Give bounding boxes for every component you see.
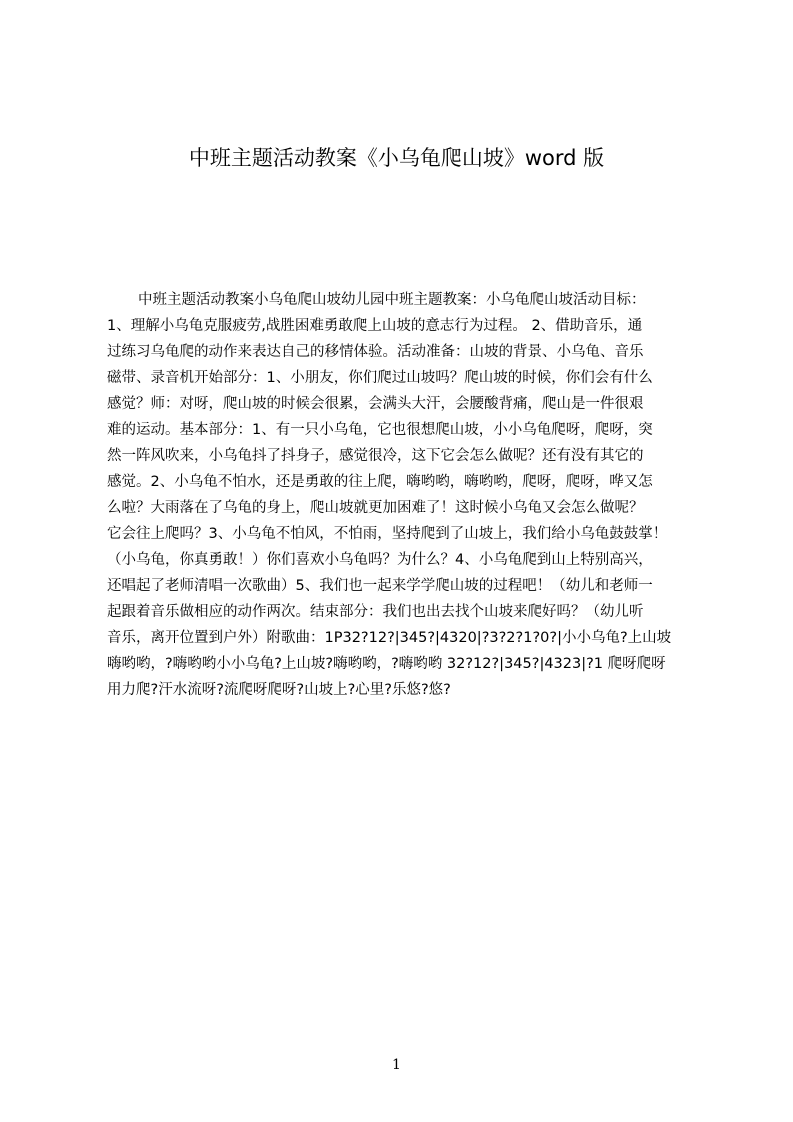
text-line: 难的运动。基本部分：1、有一只小乌龟，它也很想爬山坡，小小乌龟爬呀，爬呀，突 xyxy=(107,422,653,438)
text-line: 中班主题活动教案小乌龟爬山坡幼儿园中班主题教案：小乌龟爬山坡活动目标： xyxy=(138,292,646,308)
document-title: 中班主题活动教案《小乌龟爬山坡》word 版 xyxy=(188,146,605,170)
text-line: （小乌龟，你真勇敢！）你们喜欢小乌龟吗？为什么？4、小乌龟爬到山上特别高兴， xyxy=(107,552,653,568)
text-line: 音乐，离开位置到户外）附歌曲：1P32?12?|345?|4320|?3?2?1?0?|小小乌龟?上山坡 xyxy=(107,630,672,646)
text-line: 过练习乌龟爬的动作来表达自己的移情体验。活动准备：山坡的背景、小乌龟、音乐 xyxy=(107,344,644,360)
text-line: 它会往上爬吗？3、小乌龟不怕风，不怕雨，坚持爬到了山坡上，我们给小乌龟鼓鼓掌！ xyxy=(107,526,668,542)
text-line: 么啦？大雨落在了乌龟的身上，爬山坡就更加困难了！这时候小乌龟又会怎么做呢？ xyxy=(107,500,644,516)
text-line: 然一阵风吹来，小乌龟抖了抖身子，感觉很冷，这下它会怎么做呢？还有没有其它的 xyxy=(107,448,644,464)
text-line: 起跟着音乐做相应的动作两次。结束部分：我们也出去找个山坡来爬好吗？（幼儿听 xyxy=(107,604,644,620)
text-line: 感觉。2、小乌龟不怕水，还是勇敢的往上爬，嗨哟哟，嗨哟哟，爬呀，爬呀，哗又怎 xyxy=(107,474,653,490)
text-line: 1、理解小乌龟克服疲劳,战胜困难勇敢爬上山坡的意志行为过程。 2、借助音乐，通 xyxy=(107,318,643,334)
text-line: 磁带、录音机开始部分：1、小朋友，你们爬过山坡吗？爬山坡的时候，你们会有什么 xyxy=(107,370,653,386)
body-paragraph xyxy=(107,287,697,717)
text-line: 感觉？师：对呀，爬山坡的时候会很累，会满头大汗，会腰酸背痛，爬山是一件很艰 xyxy=(107,396,644,412)
text-line: 用力爬?汗水流呀?流爬呀爬呀?山坡上?心里?乐悠?悠? xyxy=(107,682,451,698)
text-line: 还唱起了老师清唱一次歌曲）5、我们也一起来学学爬山坡的过程吧！（幼儿和老师一 xyxy=(107,578,653,594)
text-line: 嗨哟哟，?嗨哟哟小小乌龟?上山坡?嗨哟哟，?嗨哟哟 32?12?|345?|4323|?1 爬呀爬呀 xyxy=(107,656,666,672)
page-number: 1 xyxy=(392,1057,401,1073)
